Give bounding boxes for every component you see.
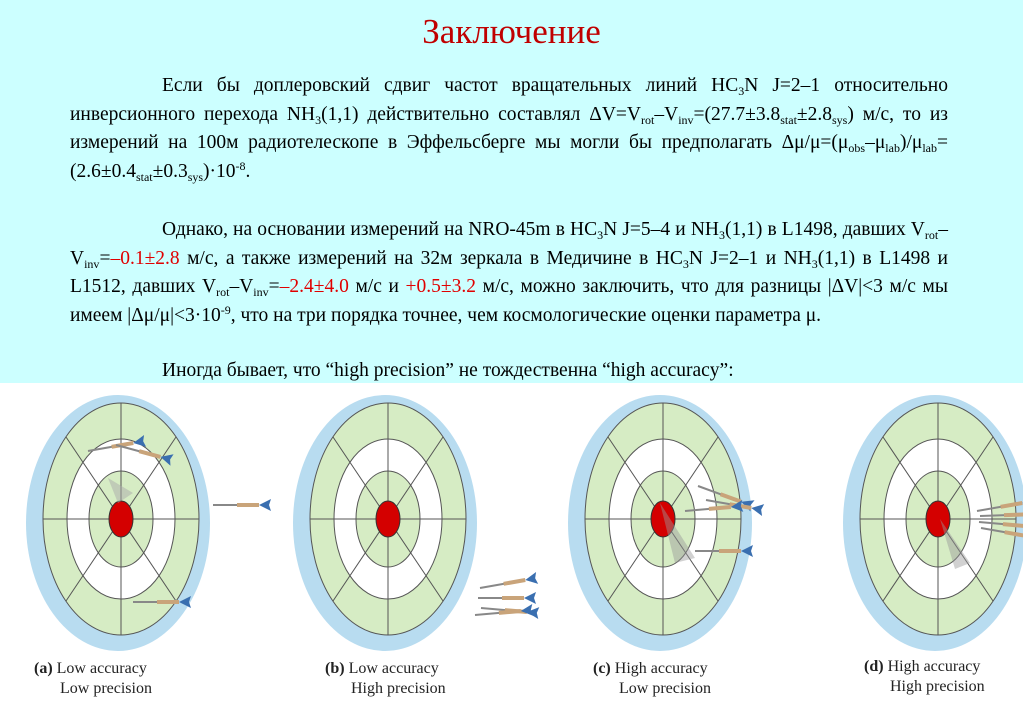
target-d (843, 395, 1023, 651)
paragraph-2: Однако, на основании измерений на NRO-45m в $HC_3N$ J=5–4 и $NH_3(1,1)$ в L1498, давших $V_{rot}-V_{inv}=-0.1\pm 2.8$ м/с, а также измерений на 32м зеркала в Медичине в $HC_3N$ J=2–1 и $NH_3(1,1)$ в L1498 и L1512, давших $V_{rot}-V_{inv}=-2.4\pm 4.0$ м/с и +0.5±3.2 м/с, можно заключить, что для разницы |ΔV|<3 м/с мы имеем $|\Delta\mu/\mu|<3\cdot 10^{-9}$, что на три порядка точнее, чем космологические оценки параметра μ. (70, 219, 948, 326)
slide-title: Заключение (422, 12, 601, 51)
caption-d: (d) High accuracy High precision (864, 658, 985, 695)
target-c (568, 395, 764, 651)
caption-a: (a) Low accuracy Low precision (34, 660, 152, 697)
measurement-nro: –0.1±2.8 (110, 247, 180, 269)
paragraph-3: Иногда бывает, что “high precision” не тождественна “high accuracy”: (162, 360, 734, 381)
caption-b: (b) Low accuracy High precision (325, 660, 446, 697)
target-a (26, 395, 271, 651)
target-b (293, 395, 539, 651)
paragraph-1: Если бы доплеровский сдвиг частот вращательных линий $HC_3N$ J=2–1 относительно инверсионного перехода $NH_3(1,1)$ действительно составлял $\Delta V=V_{rot}-V_{inv}=(27.7\pm 3.8_{stat}\pm 2.8_{sys})$ м/с, то из измерений на 100м радиотелескопе в Эффельсберге мы могли бы предполагать $\Delta\mu/\mu=(\mu_{obs}-\mu_{lab})/\mu_{lab}=(2.6\pm 0.4_{stat}\pm 0.3_{sys})\cdot 10^{-8}$. (70, 75, 948, 184)
measurement-l1512: +0.5±3.2 (405, 276, 476, 297)
measurement-l1498: –2.4±4.0 (279, 276, 349, 297)
caption-c: (c) High accuracy Low precision (593, 660, 711, 697)
